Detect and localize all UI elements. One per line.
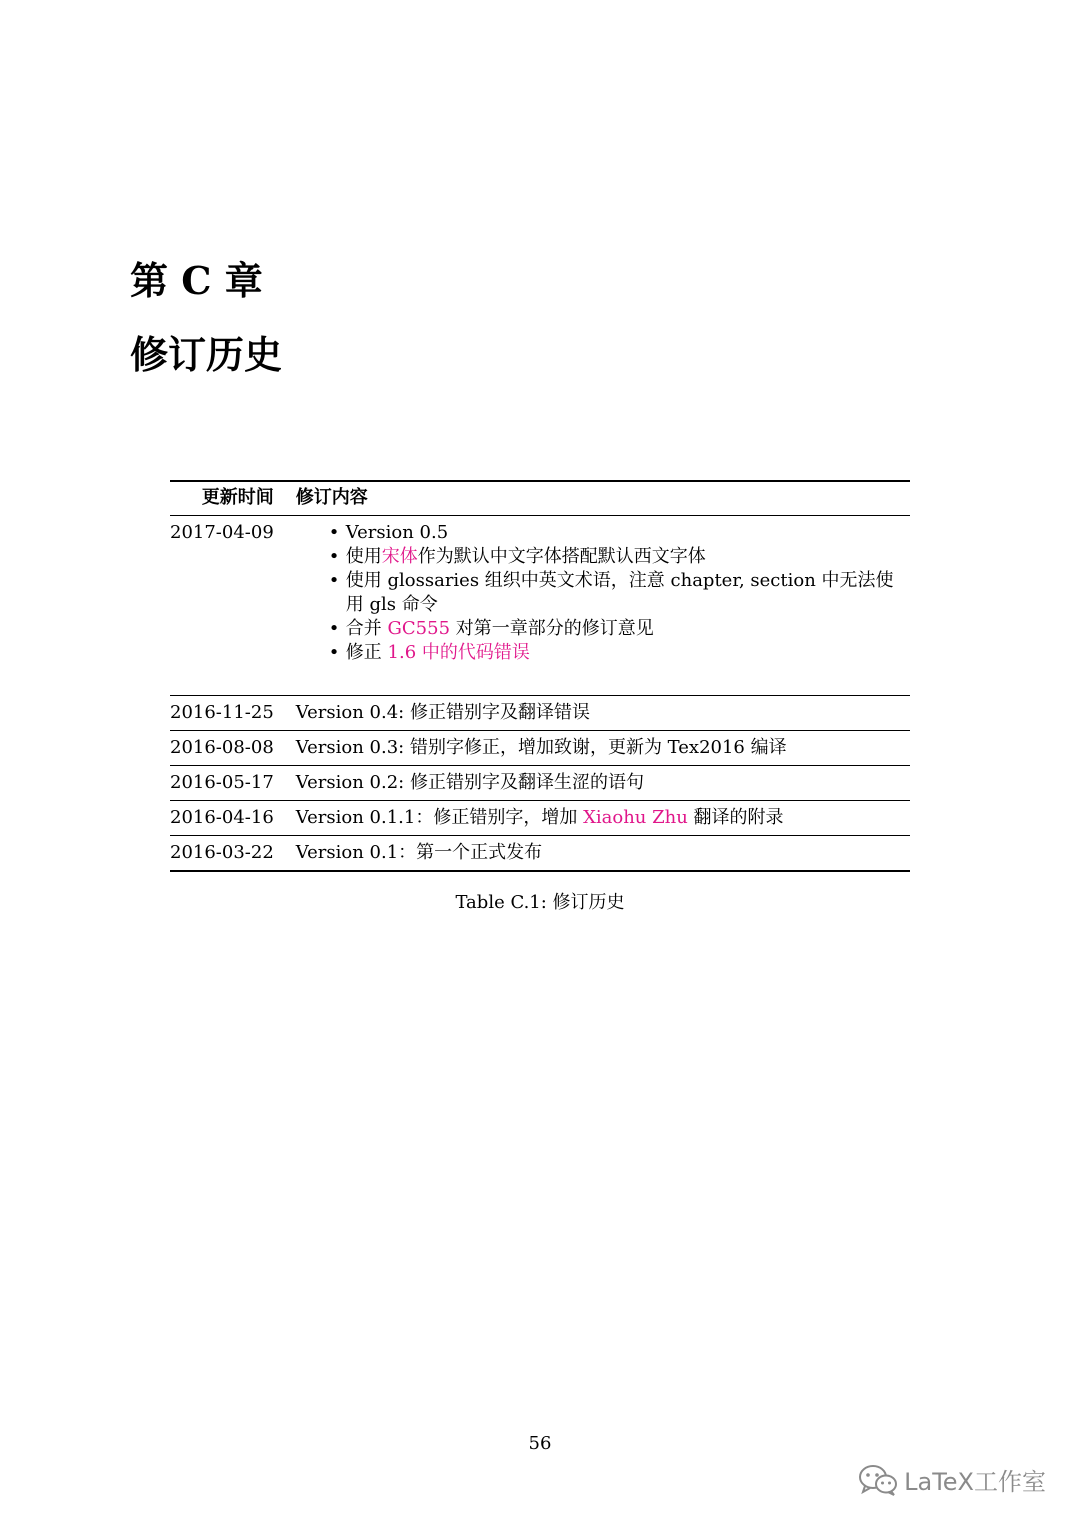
row-content-text: 翻译的附录 <box>687 807 784 828</box>
gc555-link[interactable]: GC555 <box>387 618 451 639</box>
row-content-text: Version 0.1.1：修正错别字，增加 <box>295 807 584 828</box>
revision-history-table <box>170 480 910 872</box>
list-item <box>346 641 910 665</box>
table-row <box>170 731 910 766</box>
row-date: 2016-08-08 <box>170 737 274 758</box>
row-date: 2016-11-25 <box>170 702 274 723</box>
list-item-text: 作为默认中文字体搭配默认西文字体 <box>417 546 706 567</box>
list-item <box>346 617 910 641</box>
list-item <box>346 521 910 545</box>
header-date: 更新时间 <box>201 487 274 508</box>
row-content: Version 0.1：第一个正式发布 <box>295 842 543 863</box>
table-header-row <box>170 481 910 516</box>
row-content: Version 0.3: 错别字修正，增加致谢，更新为 Tex2016 编译 <box>295 737 787 758</box>
page-number: 56 <box>528 1433 552 1454</box>
row-date: 2017-04-09 <box>170 522 274 543</box>
table-row <box>170 801 910 836</box>
xiaohu-zhu-link[interactable]: Xiaohu Zhu <box>583 807 688 828</box>
list-item <box>346 545 910 569</box>
chapter-title: 修订历史 <box>130 332 283 377</box>
header-content: 修订内容 <box>295 487 368 508</box>
section-1-6-link[interactable]: 1.6 中的代码错误 <box>387 642 530 663</box>
list-item-text: 对第一章部分的修订意见 <box>450 618 654 639</box>
table-caption: Table C.1: 修订历史 <box>455 892 625 913</box>
table-row <box>170 766 910 801</box>
list-item <box>346 569 910 617</box>
row-content: Version 0.4: 修正错别字及翻译错误 <box>295 702 590 723</box>
watermark-text: LaTeX工作室 <box>904 1468 1046 1496</box>
row-date: 2016-05-17 <box>170 772 274 793</box>
list-item-text: 修正 <box>345 642 388 663</box>
row-date: 2016-03-22 <box>170 842 274 863</box>
row-content <box>296 516 910 696</box>
watermark <box>858 1462 1046 1497</box>
list-item-text: Version 0.5 <box>345 522 449 543</box>
table-row <box>170 516 910 696</box>
wechat-icon <box>858 1464 898 1496</box>
row-content: Version 0.2: 修正错别字及翻译生涩的语句 <box>295 772 644 793</box>
row-content <box>296 801 910 836</box>
list-item-text: 使用 glossaries 组织中英文术语，注意 chapter, section 中无法使用 gls 命令 <box>345 570 894 615</box>
list-item-text: 合并 <box>345 618 388 639</box>
list-item-text: 使用 <box>345 546 382 567</box>
table-row <box>170 696 910 731</box>
row-date: 2016-04-16 <box>170 807 274 828</box>
change-list <box>296 521 910 665</box>
songti-link[interactable]: 宋体 <box>381 546 418 567</box>
chapter-label: 第 C 章 <box>130 258 263 303</box>
table-row <box>170 836 910 872</box>
